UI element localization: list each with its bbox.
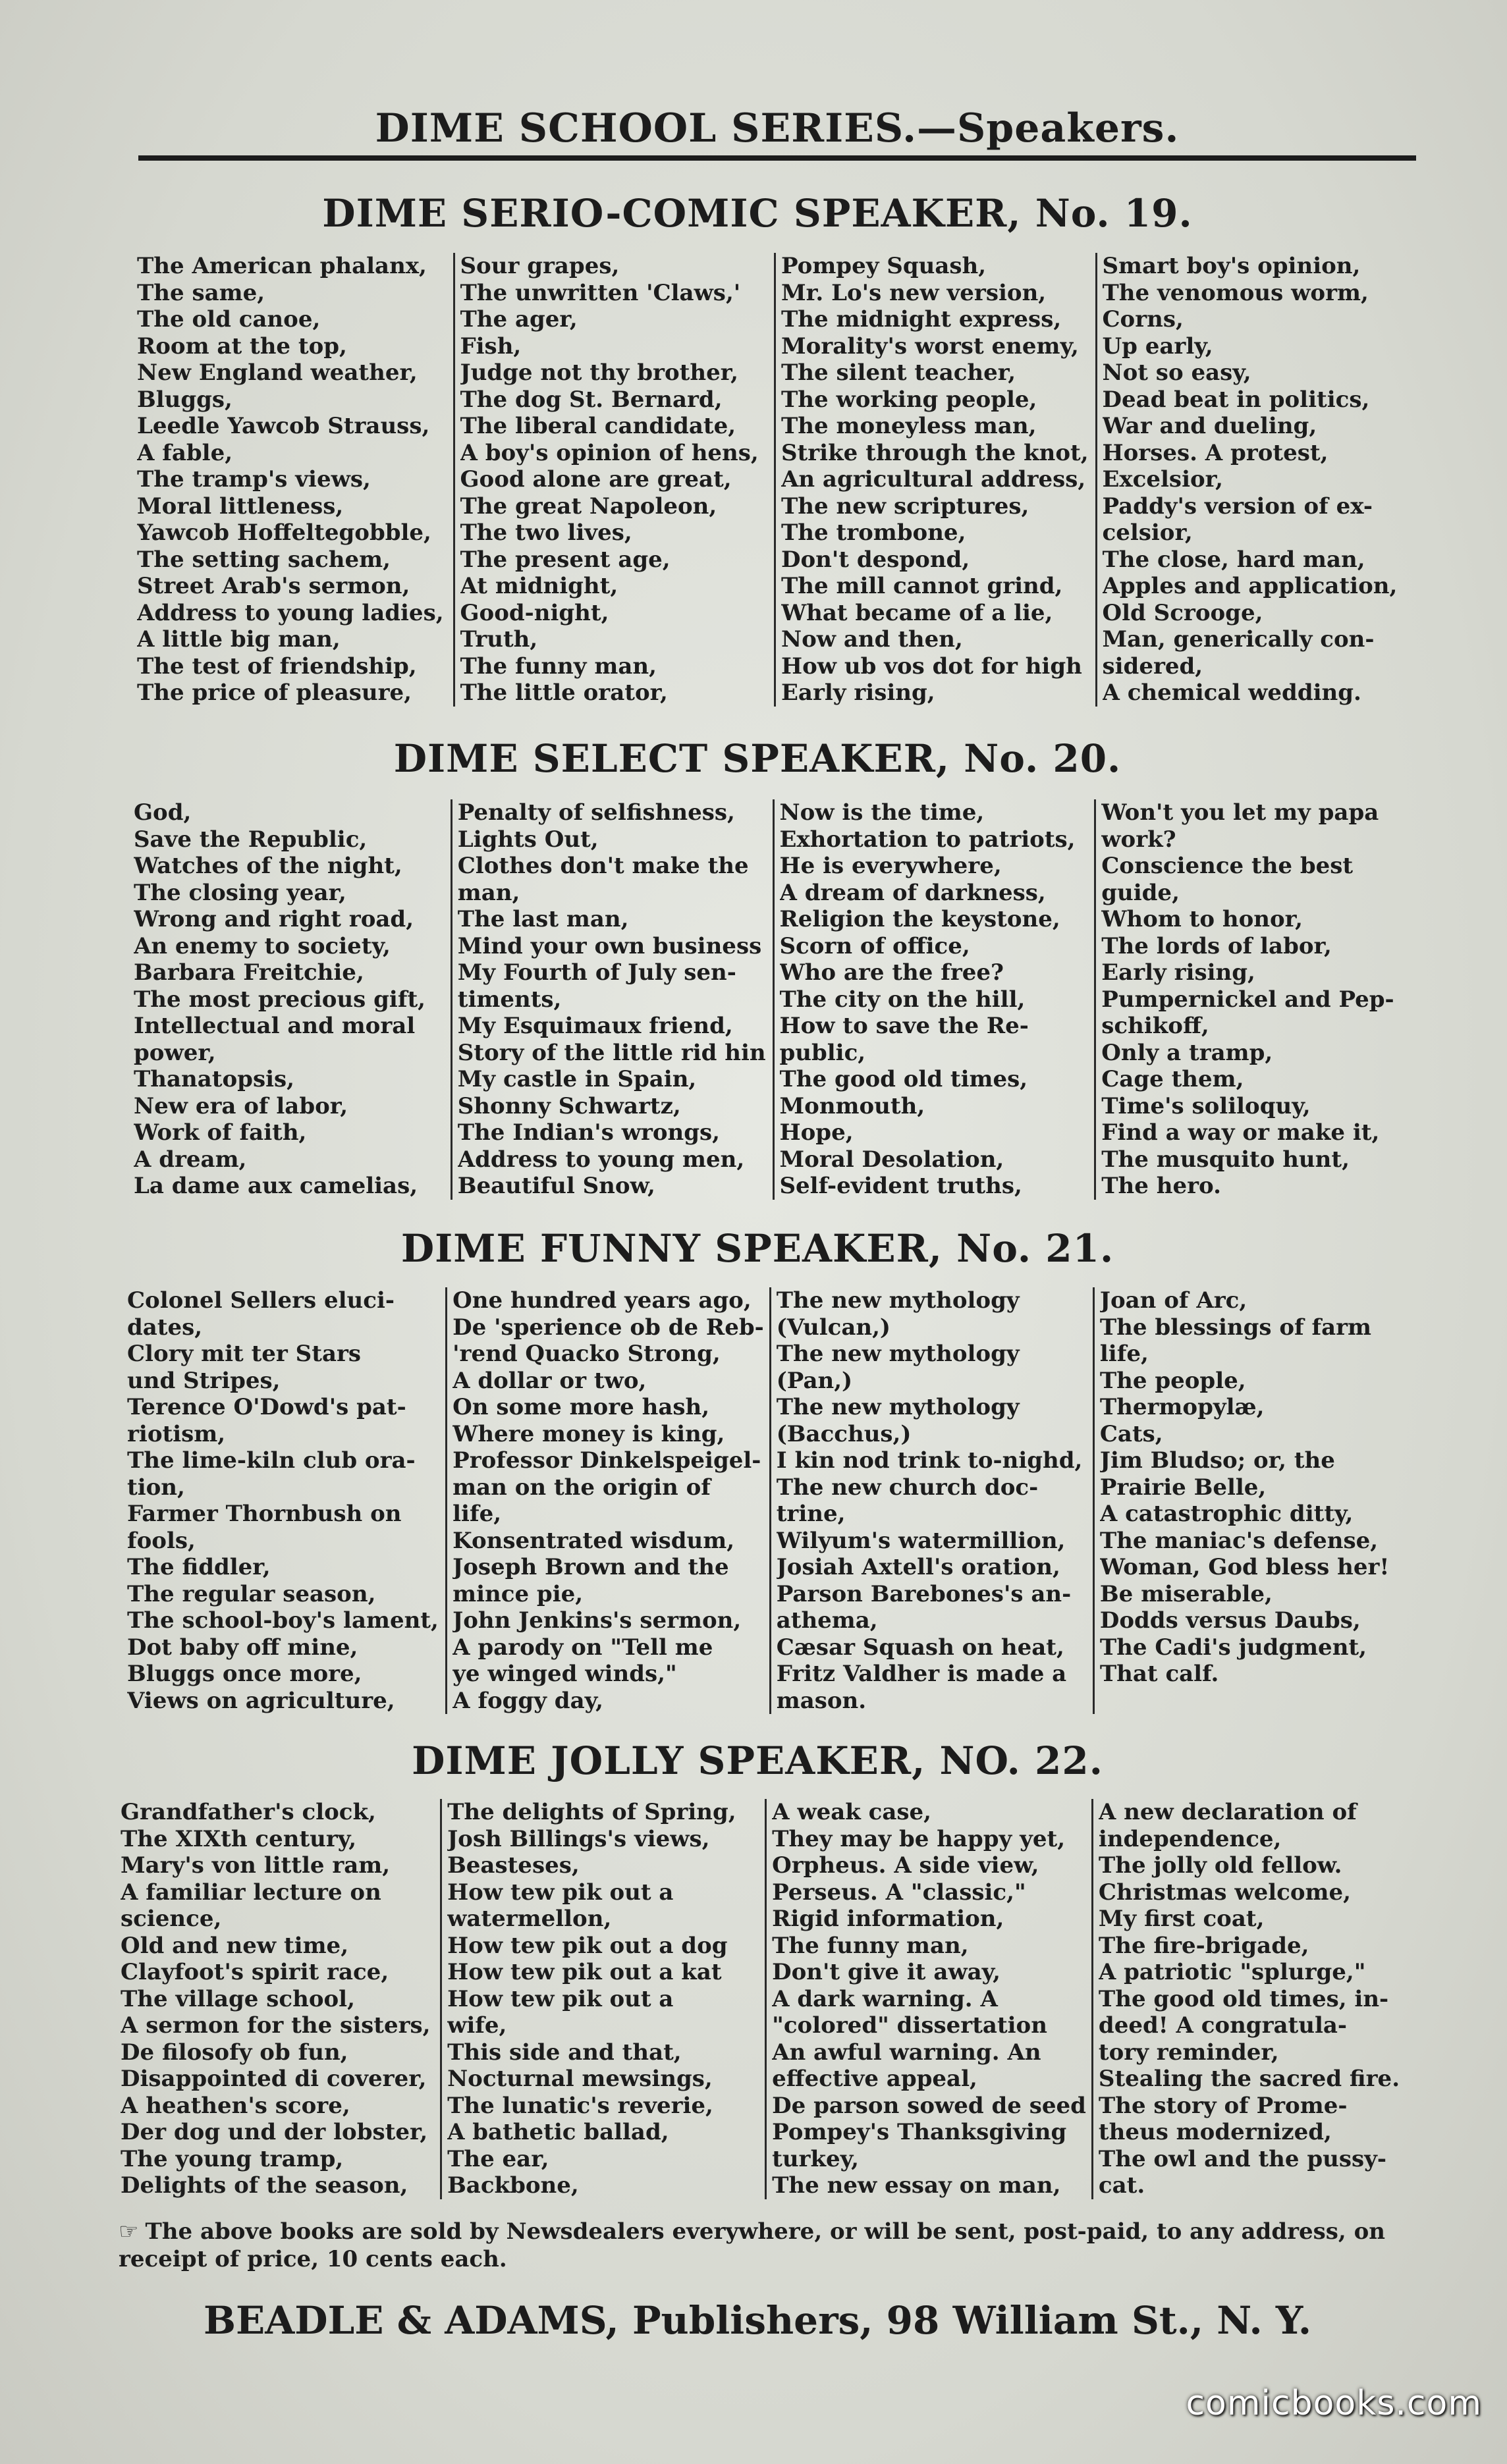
list-item: 'rend Quacko Strong, [452,1341,721,1367]
list-item: De 'sperience ob de Reb- [452,1314,764,1341]
list-item: Address to young ladies, [137,599,444,626]
list-item: The present age, [460,546,671,573]
list-item: The ear, [447,2145,549,2172]
list-item: The jolly old fellow. [1098,1852,1342,1879]
list-item: Mary's von little ram, [121,1852,391,1879]
list-item: Fritz Valdher is made a [776,1661,1067,1687]
list-item: Beasteses, [447,1852,580,1879]
list-item: Pompey Squash, [781,253,987,279]
list-item: A bathetic ballad, [447,2119,669,2145]
list-item: War and dueling, [1102,413,1317,439]
list-item: Dead beat in politics, [1102,386,1370,413]
column-2 [440,1799,765,2199]
list-item: Where money is king, [452,1420,725,1447]
list-item: The close, hard man, [1102,546,1365,573]
list-item: The most precious gift, [134,986,425,1013]
list-item: A foggy day, [452,1687,603,1714]
list-item: A new declaration of [1098,1799,1357,1825]
list-item: Barbara Freitchie, [134,959,364,986]
list-item: The price of pleasure, [137,680,412,706]
list-item: New era of labor, [134,1092,348,1119]
list-item: The little orator, [460,680,668,706]
list-item: Find a way or make it, [1101,1119,1380,1146]
list-item: A dream of darkness, [779,879,1046,906]
list-item: work? [1101,826,1176,853]
list-item: Paddy's version of ex- [1102,493,1373,520]
column-3 [765,1799,1091,2199]
column-4 [1094,799,1416,1200]
list-item: The people, [1099,1367,1246,1394]
list-item: Leedle Yawcob Strauss, [137,413,430,439]
list-item: Pompey's Thanksgiving [772,2119,1067,2145]
list-item: Joan of Arc, [1099,1287,1247,1314]
list-item: cat. [1098,2172,1145,2199]
list-item: riotism, [127,1420,226,1447]
list-item: The fiddler, [127,1554,271,1580]
column-2 [445,1287,769,1714]
list-item: Disappointed di coverer, [121,2066,427,2092]
list-item: tory reminder, [1098,2039,1279,2066]
list-item: Watches of the night, [134,853,402,879]
list-item: Intellectual and moral [134,1013,416,1039]
list-item: Views on agriculture, [127,1687,395,1714]
list-item: A boy's opinion of hens, [460,439,759,466]
list-item: Bluggs, [137,386,233,413]
list-item: The tramp's views, [137,466,371,493]
list-item: Joseph Brown and the [452,1554,729,1580]
list-item: deed! A congratula- [1098,2012,1348,2039]
list-item: The lords of labor, [1101,932,1332,959]
list-item: Truth, [460,626,538,653]
list-item: Dot baby off mine, [127,1634,358,1661]
column-4 [1093,1287,1416,1714]
list-item: Thanatopsis, [134,1066,294,1092]
list-item: Professor Dinkelspeigel- [452,1447,761,1474]
column-3 [769,1287,1093,1714]
list-item: What became of a lie, [781,599,1053,626]
publisher-imprint: BEADLE & ADAMS, Publishers, 98 William St., N. Y. [203,2298,1312,2343]
list-item: Josiah Axtell's oration, [776,1554,1060,1580]
list-item: The last man, [457,906,629,932]
list-item: Don't give it away, [772,1959,1000,1985]
list-item: Stealing the sacred fire. [1098,2066,1400,2092]
list-item: life, [1099,1341,1149,1367]
list-item: The dog St. Bernard, [460,386,723,413]
list-item: Street Arab's sermon, [137,573,410,599]
section-title-22: DIME JOLLY SPEAKER, NO. 22. [412,1738,1103,1783]
list-item: The trombone, [781,520,966,546]
list-item: man on the origin of [452,1474,711,1501]
list-item: The owl and the pussy- [1098,2145,1387,2172]
list-item: A sermon for the sisters, [121,2012,431,2039]
list-item: Good alone are great, [460,466,732,493]
section-title-21: DIME FUNNY SPEAKER, No. 21. [400,1226,1114,1271]
list-item: The venomous worm, [1102,279,1369,306]
list-item: Der dog und der lobster, [121,2119,428,2145]
column-2 [451,799,773,1200]
list-item: This side and that, [447,2039,682,2066]
section-columns-19 [132,253,1416,707]
list-item: The lunatic's reverie, [447,2092,713,2119]
list-item: tion, [127,1474,185,1501]
list-item: ye winged winds," [452,1661,677,1687]
list-item: Mind your own business [457,932,762,959]
list-item: Scorn of office, [779,932,970,959]
list-item: The musquito hunt, [1101,1146,1350,1173]
list-item: On some more hash, [452,1394,710,1420]
list-item: The two lives, [460,520,632,546]
list-item: (Bacchus,) [776,1420,912,1447]
list-item: The liberal candidate, [460,413,736,439]
list-item: He is everywhere, [779,853,1002,879]
list-item: A familiar lecture on [121,1879,381,1906]
list-item: How tew pik out a dog [447,1932,728,1959]
list-item: Pumpernickel and Pep- [1101,986,1394,1013]
list-item: man, [457,879,520,906]
list-item: Mr. Lo's new version, [781,279,1047,306]
order-notice [119,2218,1410,2273]
column-4 [1095,253,1417,707]
section-title-19: DIME SERIO-COMIC SPEAKER, No. 19. [322,191,1193,236]
list-item: How to save the Re- [779,1013,1029,1039]
list-item: The city on the hill, [779,986,1026,1013]
pointing-hand-icon: ☞ [119,2218,139,2245]
list-item: Dodds versus Daubs, [1099,1607,1361,1634]
list-item: science, [121,1906,222,1932]
list-item: wife, [447,2012,507,2039]
list-item: Early rising, [1101,959,1255,986]
list-item: Bluggs once more, [127,1661,362,1687]
list-item: A dark warning. A [772,1985,998,2012]
list-item: independence, [1098,1825,1282,1852]
list-item: The unwritten 'Claws,' [460,279,741,306]
list-item: The funny man, [772,1932,969,1959]
list-item: The maniac's defense, [1099,1527,1379,1554]
list-item: The old canoe, [137,306,321,333]
column-1 [128,799,451,1200]
list-item: Fish, [460,333,522,360]
list-item: My first coat, [1098,1906,1265,1932]
list-item: Sour grapes, [460,253,620,279]
list-item: La dame aux camelias, [134,1173,418,1199]
list-item: Don't despond, [781,546,970,573]
list-item: Religion the keystone, [779,906,1060,932]
list-item: The young tramp, [121,2145,344,2172]
list-item: The delights of Spring, [447,1799,736,1825]
column-3 [773,799,1095,1200]
list-item: theus modernized, [1098,2119,1332,2145]
list-item: Moral Desolation, [779,1146,1004,1173]
list-item: (Pan,) [776,1367,853,1394]
list-item: The setting sachem, [137,546,391,573]
list-item: Orpheus. A side view, [772,1852,1039,1879]
list-item: The ager, [460,306,578,333]
list-item: The regular season, [127,1580,376,1607]
list-item: My castle in Spain, [457,1066,697,1092]
list-item: The good old times, [779,1066,1028,1092]
list-item: Josh Billings's views, [447,1825,710,1852]
list-item: My Esquimaux friend, [457,1013,733,1039]
list-item: An awful warning. An [772,2039,1041,2066]
list-item: Backbone, [447,2172,579,2199]
section-columns-20 [128,799,1416,1200]
list-item: mason. [776,1687,867,1714]
list-item: How tew pik out a kat [447,1959,722,1985]
list-item: A weak case, [772,1799,932,1825]
list-item: watermellon, [447,1906,612,1932]
list-item: How ub vos dot for high [781,653,1082,680]
list-item: Christmas welcome, [1098,1879,1352,1906]
list-item: Yawcob Hoffeltegobble, [137,520,431,546]
list-item: Smart boy's opinion, [1102,253,1361,279]
list-item: How tew pik out a [447,1985,674,2012]
section-title-20: DIME SELECT SPEAKER, No. 20. [393,736,1122,781]
list-item: Conscience the best [1101,853,1354,879]
list-item: The Cadi's judgment, [1099,1634,1367,1661]
list-item: An enemy to society, [134,932,391,959]
list-item: Corns, [1102,306,1184,333]
list-item: trine, [776,1501,846,1527]
list-item: A catastrophic ditty, [1099,1501,1354,1527]
list-item: Clory mit ter Stars [127,1341,362,1367]
list-item: De filosofy ob fun, [121,2039,348,2066]
list-item: The midnight express, [781,306,1062,333]
list-item: The same, [137,279,265,306]
list-item: The new scriptures, [781,493,1029,520]
list-item: Hope, [779,1119,854,1146]
list-item: Horses. A protest, [1102,439,1329,466]
list-item: Judge not thy brother, [460,360,738,386]
list-item: schikoff, [1101,1013,1209,1039]
list-item: That calf. [1099,1661,1219,1687]
list-item: The moneyless man, [781,413,1037,439]
list-item: The funny man, [460,653,657,680]
list-item: The working people, [781,386,1037,413]
page-header: DIME SCHOOL SERIES.—Speakers. [375,105,1180,151]
list-item: Old and new time, [121,1932,349,1959]
list-item: life, [452,1501,502,1527]
list-item: Thermopylæ, [1099,1394,1265,1420]
list-item: New England weather, [137,360,418,386]
list-item: Address to young men, [457,1146,745,1173]
list-item: The silent teacher, [781,360,1016,386]
list-item: Cats, [1099,1420,1163,1447]
section-columns-22 [115,1799,1416,2199]
list-item: guide, [1101,879,1180,906]
list-item: Only a tramp, [1101,1039,1273,1066]
list-item: Colonel Sellers eluci- [127,1287,395,1314]
list-item: A chemical wedding. [1102,680,1361,706]
list-item: A dream, [134,1146,247,1173]
list-item: One hundred years ago, [452,1287,752,1314]
list-item: Terence O'Dowd's pat- [127,1394,406,1420]
list-item: timents, [457,986,562,1013]
list-item: De parson sowed de seed [772,2092,1086,2119]
list-item: The new church doc- [776,1474,1039,1501]
list-item: Cage them, [1101,1066,1244,1092]
list-item: Now is the time, [779,799,985,826]
list-item: The lime-kiln club ora- [127,1447,416,1474]
list-item: Self-evident truths, [779,1173,1022,1199]
list-item: Penalty of selfishness, [457,799,735,826]
header-rule [138,155,1416,161]
list-item: The new mythology [776,1394,1020,1420]
order-notice-text: The above books are sold by Newsdealers everywhere, or will be sent, post-paid, to any address, on receipt of price, 10 cents each. [119,2218,1386,2272]
list-item: Delights of the season, [121,2172,408,2199]
list-item: Grandfather's clock, [121,1799,376,1825]
list-item: Be miserable, [1099,1580,1273,1607]
list-item: The school-boy's lament, [127,1607,439,1634]
list-item: Wrong and right road, [134,906,414,932]
list-item: public, [779,1039,866,1066]
list-item: Story of the little rid hin [457,1039,766,1066]
list-item: Konsentrated wisdum, [452,1527,735,1554]
list-item: The mill cannot grind, [781,573,1063,599]
list-item: The great Napoleon, [460,493,717,520]
list-item: Clothes don't make the [457,853,749,879]
list-item: The American phalanx, [137,253,427,279]
list-item: Won't you let my papa [1101,799,1379,826]
list-item: Jim Bludso; or, the [1099,1447,1335,1474]
list-item: Who are the free? [779,959,1004,986]
list-item: The new mythology [776,1341,1020,1367]
section-columns-21 [122,1287,1416,1714]
list-item: turkey, [772,2145,859,2172]
list-item: Room at the top, [137,333,347,360]
list-item: Clayfoot's spirit race, [121,1959,389,1985]
list-item: fools, [127,1527,196,1554]
list-item: Excelsior, [1102,466,1223,493]
column-1 [132,253,453,707]
list-item: Prairie Belle, [1099,1474,1267,1501]
list-item: John Jenkins's sermon, [452,1607,742,1634]
list-item: The new mythology [776,1287,1020,1314]
column-1 [122,1287,445,1714]
list-item: Man, generically con- [1102,626,1375,653]
list-item: God, [134,799,192,826]
list-item: power, [134,1039,216,1066]
list-item: The XIXth century, [121,1825,357,1852]
list-item: Good-night, [460,599,609,626]
list-item: Wilyum's watermillion, [776,1527,1066,1554]
list-item: I kin nod trink to-nighd, [776,1447,1083,1474]
list-item: A little big man, [137,626,341,653]
list-item: Old Scrooge, [1102,599,1263,626]
list-item: The village school, [121,1985,355,2012]
list-item: Not so easy, [1102,360,1251,386]
column-3 [774,253,1095,707]
column-2 [453,253,775,707]
list-item: The story of Prome- [1098,2092,1348,2119]
list-item: How tew pik out a [447,1879,674,1906]
list-item: Monmouth, [779,1092,925,1119]
list-item: The fire-brigade, [1098,1932,1309,1959]
list-item: Whom to honor, [1101,906,1303,932]
list-item: Parson Barebones's an- [776,1580,1072,1607]
list-item: Now and then, [781,626,963,653]
list-item: athema, [776,1607,878,1634]
list-item: Woman, God bless her! [1099,1554,1390,1580]
list-item: The closing year, [134,879,346,906]
list-item: Time's soliloquy, [1101,1092,1311,1119]
list-item: A fable, [137,439,233,466]
list-item: dates, [127,1314,203,1341]
list-item: (Vulcan,) [776,1314,891,1341]
list-item: A dollar or two, [452,1367,647,1394]
list-item: Shonny Schwartz, [457,1092,681,1119]
list-item: Rigid information, [772,1906,1004,1932]
list-item: und Stripes, [127,1367,281,1394]
list-item: A parody on "Tell me [452,1634,713,1661]
list-item: Save the Republic, [134,826,368,853]
list-item: mince pie, [452,1580,584,1607]
list-item: Apples and application, [1102,573,1398,599]
list-item: An agricultural address, [781,466,1086,493]
column-4 [1091,1799,1416,2199]
list-item: Nocturnal mewsings, [447,2066,713,2092]
list-item: Moral littleness, [137,493,344,520]
site-watermark: comicbooks.com [1186,2384,1482,2423]
list-item: A heathen's score, [121,2092,350,2119]
list-item: effective appeal, [772,2066,977,2092]
list-item: Morality's worst enemy, [781,333,1079,360]
list-item: The Indian's wrongs, [457,1119,721,1146]
list-item: Strike through the knot, [781,439,1089,466]
list-item: The new essay on man, [772,2172,1061,2199]
list-item: Perseus. A "classic," [772,1879,1026,1906]
list-item: Farmer Thornbush on [127,1501,402,1527]
list-item: The hero. [1101,1173,1221,1199]
list-item: Up early, [1102,333,1213,360]
list-item: Work of faith, [134,1119,307,1146]
list-item: Cæsar Squash on heat, [776,1634,1064,1661]
column-1 [115,1799,440,2199]
list-item: The good old times, in- [1098,1985,1389,2012]
list-item: Lights Out, [457,826,599,853]
list-item: celsior, [1102,520,1193,546]
list-item: Beautiful Snow, [457,1173,655,1199]
list-item: At midnight, [460,573,618,599]
list-item: Early rising, [781,680,935,706]
list-item: Exhortation to patriots, [779,826,1076,853]
list-item: A patriotic "splurge," [1098,1959,1366,1985]
list-item: The blessings of farm [1099,1314,1372,1341]
list-item: My Fourth of July sen- [457,959,736,986]
list-item: The test of friendship, [137,653,417,680]
list-item: sidered, [1102,653,1203,680]
list-item: "colored" dissertation [772,2012,1047,2039]
list-item: They may be happy yet, [772,1825,1066,1852]
